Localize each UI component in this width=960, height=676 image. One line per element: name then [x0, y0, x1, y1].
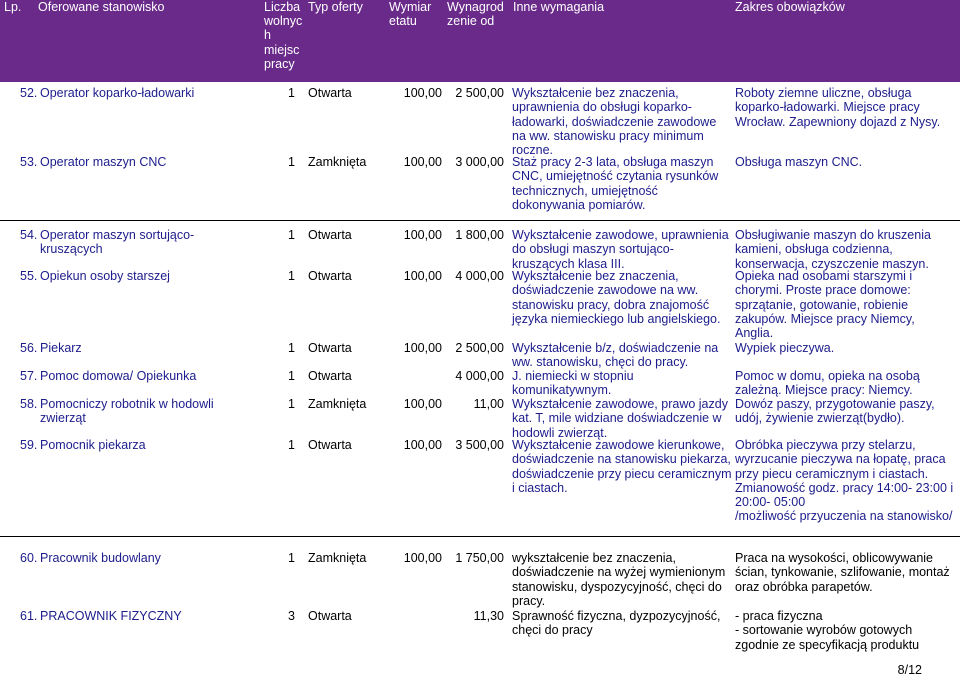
cell-wymiar: 100,00: [403, 86, 442, 100]
cell-typ: Zamknięta: [308, 155, 367, 169]
header-wymagania: Inne wymagania: [513, 0, 605, 14]
cell-wynagrodzenie: 11,30: [473, 609, 504, 623]
header-wymiar: Wymiar etatu: [389, 0, 432, 29]
cell-wymiar: 100,00: [403, 228, 442, 242]
cell-lp: 60.: [20, 551, 38, 565]
cell-zakres: Obsługiwanie maszyn do kruszenia kamieni, obsługa codzienna, konserwacja, czyszczenie maszyn.: [735, 228, 931, 271]
cell-liczba: 1: [288, 369, 295, 383]
cell-wymagania: wykształcenie bez znaczenia, doświadczenie na wyżej wymienionym stanowisku, dyspozycyjność, chęci do pracy.: [512, 551, 726, 608]
cell-wymagania: J. niemiecki w stopniu komunikatywnym.: [512, 369, 634, 398]
cell-wymagania: Wykształcenie bez znaczenia, doświadczenie zawodowe na ww. stanowisku pracy, dobra znajomość języka niemieckiego lub angielskiego.: [512, 269, 721, 326]
cell-stanowisko: Operator koparko-ładowarki: [40, 86, 195, 100]
cell-lp: 57.: [20, 369, 38, 383]
cell-wynagrodzenie: 1 800,00: [455, 228, 504, 242]
cell-liczba: 1: [288, 86, 295, 100]
cell-wynagrodzenie: 3 000,00: [455, 155, 504, 169]
table-header: [0, 0, 960, 82]
cell-lp: 53.: [20, 155, 38, 169]
cell-lp: 52.: [20, 86, 38, 100]
cell-typ: Zamknięta: [308, 551, 367, 565]
cell-wymiar: 100,00: [403, 269, 442, 283]
cell-lp: 61.: [20, 609, 38, 623]
cell-zakres: Wypiek pieczywa.: [735, 341, 835, 355]
cell-wymiar: 100,00: [403, 341, 442, 355]
cell-typ: Otwarta: [308, 438, 352, 452]
page-number: 8/12: [897, 663, 922, 676]
cell-liczba: 1: [288, 551, 295, 565]
cell-lp: 54.: [20, 228, 38, 242]
cell-stanowisko: Pomocnik piekarza: [40, 438, 146, 452]
cell-typ: Otwarta: [308, 269, 352, 283]
cell-stanowisko: Pomocniczy robotnik w hodowli zwierząt: [40, 397, 214, 426]
cell-wymiar: 100,00: [403, 438, 442, 452]
cell-wynagrodzenie: 4 000,00: [455, 369, 504, 383]
cell-liczba: 1: [288, 397, 295, 411]
cell-lp: 58.: [20, 397, 38, 411]
cell-zakres: Roboty ziemne uliczne, obsługa koparko-ładowarki. Miejsce pracy Wrocław. Zapewniony dojazd z Nysy.: [735, 86, 941, 129]
header-zakres: Zakres obowiązków: [735, 0, 845, 14]
cell-typ: Otwarta: [308, 609, 352, 623]
cell-wymagania: Wykształcenie bez znaczenia, uprawnienia do obsługi koparko- ładowarki, doświadczenie zawodowe na ww. stanowisku pracy minimum roczne.: [512, 86, 717, 158]
cell-wymagania: Wykształcenie b/z, doświadczenie na ww. stanowisku, chęci do pracy.: [512, 341, 719, 370]
cell-typ: Otwarta: [308, 369, 352, 383]
cell-lp: 59.: [20, 438, 38, 452]
cell-wymiar: 100,00: [403, 397, 442, 411]
cell-liczba: 1: [288, 341, 295, 355]
cell-stanowisko: Opiekun osoby starszej: [40, 269, 170, 283]
cell-wymiar: 100,00: [403, 155, 442, 169]
cell-wymagania: Sprawność fizyczna, dyzpozycyjność, chęci do pracy: [512, 609, 721, 638]
header-lp: Lp.: [4, 0, 22, 14]
cell-typ: Otwarta: [308, 86, 352, 100]
cell-wynagrodzenie: 2 500,00: [455, 86, 504, 100]
cell-stanowisko: Pomoc domowa/ Opiekunka: [40, 369, 197, 383]
cell-zakres: Praca na wysokości, oblicowywanie ścian, tynkowanie, szlifowanie, montaż oraz obróbka parapetów.: [735, 551, 950, 594]
cell-typ: Zamknięta: [308, 397, 367, 411]
cell-stanowisko: Pracownik budowlany: [40, 551, 161, 565]
cell-typ: Otwarta: [308, 341, 352, 355]
cell-zakres: - praca fizyczna - sortowanie wyrobów gotowych zgodnie ze specyfikacją produktu: [735, 609, 920, 652]
header-stanowisko: Oferowane stanowisko: [38, 0, 165, 14]
cell-stanowisko: Operator maszyn CNC: [40, 155, 167, 169]
row-divider: [0, 536, 960, 537]
cell-liczba: 1: [288, 155, 295, 169]
cell-lp: 55.: [20, 269, 38, 283]
cell-wynagrodzenie: 4 000,00: [455, 269, 504, 283]
cell-wynagrodzenie: 1 750,00: [455, 551, 504, 565]
cell-wymagania: Wykształcenie zawodowe kierunkowe, doświadczenie na stanowisku piekarza, doświadczenie przy piecu ceramicznym i ciastach.: [512, 438, 732, 495]
cell-wymagania: Wykształcenie zawodowe, uprawnienia do obsługi maszyn sortująco- kruszących klasa III.: [512, 228, 729, 271]
cell-wynagrodzenie: 3 500,00: [455, 438, 504, 452]
cell-wymiar: 100,00: [403, 551, 442, 565]
header-typ: Typ oferty: [308, 0, 363, 14]
header-wynagrodzenie: Wynagrod zenie od: [447, 0, 504, 29]
cell-wynagrodzenie: 11,00: [473, 397, 504, 411]
cell-wynagrodzenie: 2 500,00: [455, 341, 504, 355]
header-liczba: Liczba wolnyc h miejsc pracy: [264, 0, 303, 71]
cell-zakres: Dowóz paszy, przygotowanie paszy, udój, żywienie zwierząt(bydło).: [735, 397, 935, 426]
cell-liczba: 1: [288, 269, 295, 283]
cell-zakres: Pomoc w domu, opieka na osobą zależną. Miejsce pracy: Niemcy.: [735, 369, 920, 398]
cell-liczba: 3: [288, 609, 295, 623]
cell-lp: 56.: [20, 341, 38, 355]
cell-wymagania: Staż pracy 2-3 lata, obsługa maszyn CNC, umiejętność czytania rysunków technicznych, umiejętność dokonywania pomiarów.: [512, 155, 719, 212]
cell-liczba: 1: [288, 228, 295, 242]
cell-zakres: Obsługa maszyn CNC.: [735, 155, 863, 169]
cell-wymagania: Wykształcenie zawodowe, prawo jazdy kat. T, mile widziane doświadczenie w hodowli zwierząt.: [512, 397, 728, 440]
row-divider: [0, 220, 960, 221]
cell-zakres: Obróbka pieczywa przy stelarzu, wyrzucanie pieczywa na łopatę, praca przy piecu ceramicznym i ciastach. Zmianowość godz. pracy 14:00- 23:00 i 20:00- 05:00 /możliwość przyuczenia na stanowisko/: [735, 438, 954, 524]
cell-zakres: Opieka nad osobami starszymi i chorymi. Proste prace domowe: sprzątanie, gotowanie, robienie zakupów. Miejsce pracy Niemcy, Anglia.: [735, 269, 915, 341]
cell-typ: Otwarta: [308, 228, 352, 242]
cell-stanowisko: PRACOWNIK FIZYCZNY: [40, 609, 182, 623]
cell-stanowisko: Piekarz: [40, 341, 82, 355]
cell-stanowisko: Operator maszyn sortująco- kruszących: [40, 228, 195, 257]
cell-liczba: 1: [288, 438, 295, 452]
